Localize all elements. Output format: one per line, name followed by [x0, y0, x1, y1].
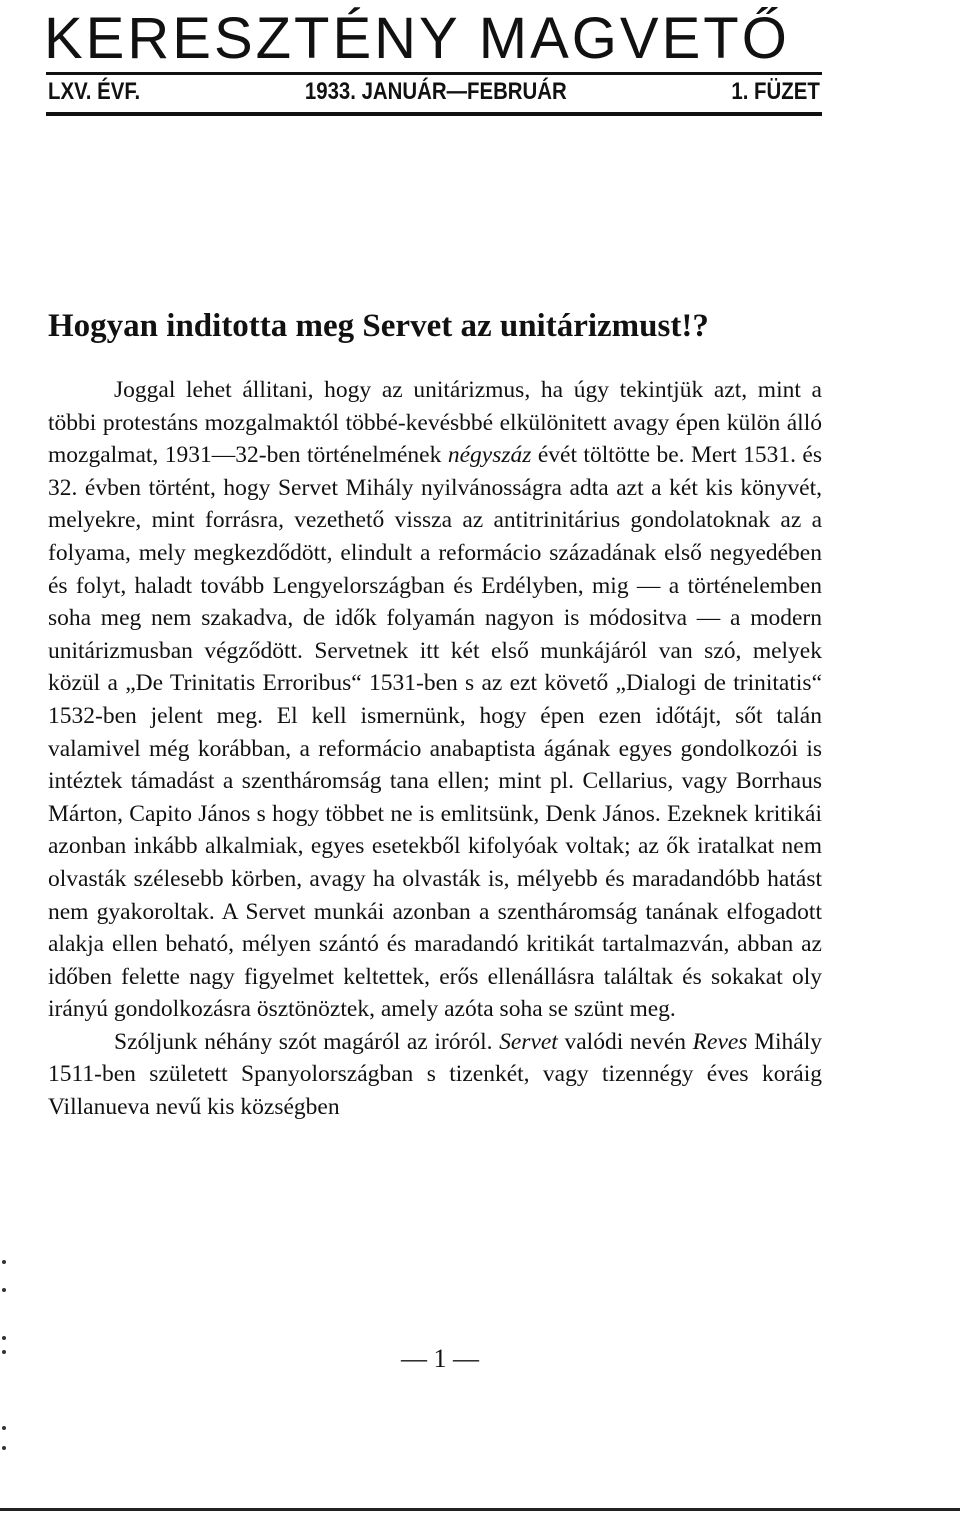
paragraph-2: [48, 1026, 822, 1124]
paragraph-2-text-b: valódi nevén: [557, 1028, 693, 1055]
paragraph-1-text-b: évét töltötte be. Mert 1531. és 32. évben történt, hogy Servet Mihály nyilvánosságra adta azt a két kis könyvét, melyekre, mint forrásra, vezethető vissza az antitrinitárius gondolatoknak az a folyama, mely megkezdődött, elindult a reformácio századának első negyedében és folyt, haladt tovább Lengyelországban és Erdélyben, mig — a történelemben soha meg nem szakadva, de idők folyamán nagyon is módositva — a modern unitárizmusban végződött. Servetnek itt két első munkájáról van szó, melyek közül a „De Trinitatis Erroribus“ 1531-ben s az ezt követő „Dialogi de trinitatis“ 1532-ben jelent meg. El kell ismernünk, hogy épen ezen időtájt, sőt talán valamivel még korábban, a reformácio anabaptista ágának egyes gondolkozói is intéztek támadást a szentháromság tana ellen; mint pl. Cellarius, vagy Borrhaus Márton, Capito János s hogy többet ne is emlitsünk, Denk János. Ezeknek kritikái azonban inkább alkalmiak, egyes esetekből kifolyóak voltak; az ők iratalkat nem olvasták szélesebb körben, avagy ha olvasták is, mélyebb és maradandóbb hatást nem gyakoroltak. A Servet munkái azonban a szentháromság tanának elfogadott alakja ellen beható, mélyen szántó és maradandó kritikát tartalmazván, abban az időben felette nagy figyelmet keltettek, erős ellenállásra találtak és sokakat oly irányú gondolkozásra ösztönöztek, amely azóta soha se szünt meg.: [48, 442, 823, 1023]
paragraph-2-emphasis-2: Reves: [692, 1028, 748, 1055]
paragraph-2-text-a: Szóljunk néhány szót magáról az iróról.: [114, 1028, 500, 1055]
paragraph-1-text-a: Joggal lehet állitani, hogy az unitárizmus, ha úgy tekintjük azt, mint a többi protestáns mozgalmaktól többé-kevésbbé elkülönitett avagy épen külön álló mozgalmat, 1931—32-ben történelmének: [48, 377, 822, 469]
masthead-rule-bottom: [46, 112, 822, 116]
page-bottom-rule: [0, 1508, 960, 1511]
issue-line: [48, 78, 820, 106]
issue-number: 1. FÜZET: [731, 78, 820, 105]
paragraph-2-text-c: Mihály 1511-ben született Spanyolországban s tizenkét, vagy tizennégy éves koráig Villanueva nevű kis községben: [48, 1028, 822, 1121]
journal-title: KERESZTÉNY MAGVETŐ: [44, 6, 790, 71]
paragraph-1-emphasis: négyszáz: [447, 442, 532, 469]
paragraph-1: [48, 374, 822, 1026]
issue-date: 1933. JANUÁR—FEBRUÁR: [304, 78, 567, 105]
article-title: Hogyan inditotta meg Servet az unitárizmust!?: [48, 308, 709, 344]
volume-label: LXV. ÉVF.: [48, 78, 141, 105]
page-number: — 1 —: [401, 1344, 479, 1373]
masthead-rule-top: [46, 72, 822, 75]
margin-specks: [0, 1250, 12, 1490]
paragraph-2-emphasis-1: Servet: [499, 1028, 558, 1055]
article-body: [48, 374, 822, 1124]
